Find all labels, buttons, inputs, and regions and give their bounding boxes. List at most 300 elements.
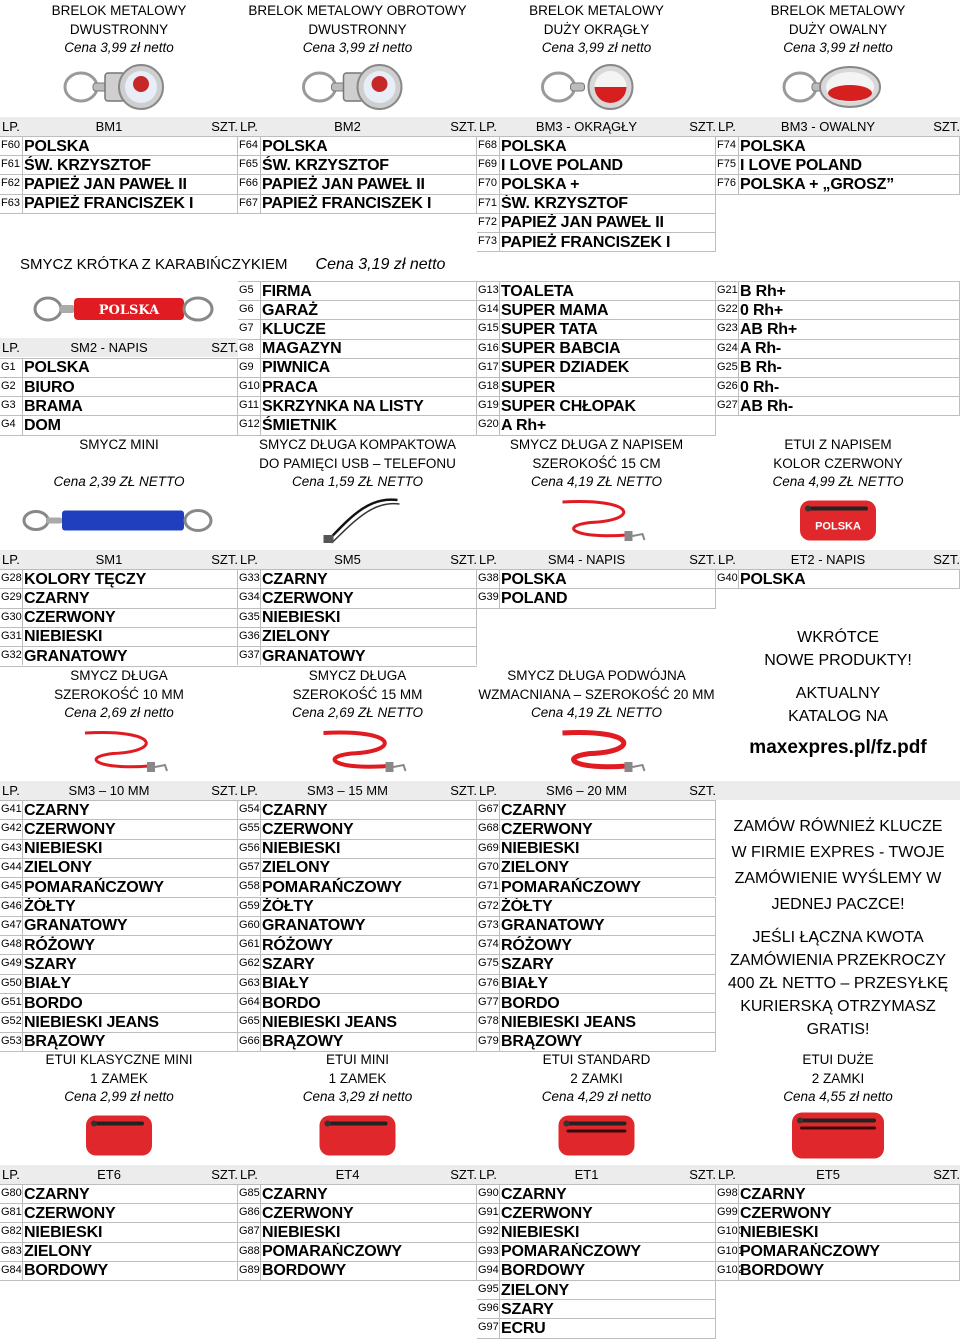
grid-line	[238, 136, 477, 137]
red-pouch-large-icon	[736, 1109, 940, 1162]
grid-line	[238, 608, 477, 609]
header-szt: SZT.	[211, 119, 238, 134]
grid-line	[477, 1280, 716, 1281]
item-code: G69	[478, 841, 499, 854]
item-code: F73	[478, 235, 497, 247]
product-name-line: DWUSTRONNY	[308, 21, 407, 37]
grid-line	[22, 377, 23, 396]
item-code: G42	[1, 822, 22, 835]
item-name: TOALETA	[501, 282, 574, 300]
item-name: BORDO	[501, 994, 560, 1012]
product-name-line	[0, 455, 238, 473]
product-price: Cena 2,69 ZŁ NETTO	[291, 705, 424, 721]
item-name: KOLORY TĘCZY	[24, 570, 147, 588]
grid-line	[499, 588, 500, 607]
item-name: PRACA	[262, 378, 318, 396]
item-code: G51	[1, 996, 22, 1008]
header-lp: LP.	[2, 1167, 20, 1182]
item-name: NIEBIESKI	[24, 840, 103, 858]
grid-line	[22, 819, 23, 838]
grid-line	[260, 1261, 261, 1280]
item-code: G36	[239, 629, 260, 642]
item-name: CZERWONY	[262, 820, 354, 838]
item-name: POMARAŃCZOWY	[501, 878, 641, 896]
header-szt: SZT.	[450, 783, 477, 798]
grid-line	[499, 339, 500, 358]
header-product-code: SM3 – 15 MM	[307, 783, 388, 798]
grid-line	[476, 627, 477, 646]
grid-line	[22, 1012, 23, 1031]
item-code: G24	[717, 341, 738, 354]
item-name: POMARAŃCZOWY	[24, 878, 164, 896]
item-code: G91	[478, 1206, 499, 1219]
grid-line	[476, 646, 477, 665]
product-name-line: BRELOK METALOWY	[529, 3, 664, 18]
grid-line	[477, 319, 716, 320]
grid-line	[260, 358, 261, 377]
header-lp: LP.	[2, 340, 20, 355]
grid-line	[238, 916, 477, 917]
grid-line	[477, 415, 716, 416]
product-title	[0, 2, 238, 58]
product-title	[477, 667, 716, 723]
grid-line	[260, 174, 261, 193]
product-name-line: ETUI DUŻE	[802, 1052, 874, 1067]
item-code: G38	[478, 572, 499, 584]
item-name: PAPIEŻ FRANCISZEK I	[24, 195, 194, 213]
grid-line	[499, 954, 500, 973]
grid-line	[477, 194, 716, 195]
red-pouch-large-icon-graphic	[736, 1109, 940, 1162]
grid-line	[715, 415, 716, 434]
item-name: PAPIEŻ JAN PAWEŁ II	[262, 175, 425, 193]
header-szt: SZT.	[211, 340, 238, 355]
item-name: CZERWONY	[740, 1204, 832, 1222]
header-product-code: SM4 - NAPIS	[547, 552, 626, 567]
item-name: GRANATOWY	[24, 647, 128, 665]
item-code: G66	[239, 1034, 260, 1047]
grid-line	[738, 300, 739, 319]
grid-line	[0, 858, 238, 859]
grid-line	[260, 155, 261, 174]
item-code: G31	[1, 629, 22, 642]
grid-line	[499, 358, 500, 377]
item-code: G60	[239, 918, 260, 931]
notice-line: KATALOG NA	[788, 708, 888, 725]
lanyard-red-20mm-icon-graphic	[497, 725, 696, 778]
grid-line	[499, 1242, 500, 1261]
item-name: CZERWONY	[501, 1204, 593, 1222]
header-product-code: BM3 - OKRĄGŁY	[535, 119, 638, 134]
item-name: POLSKA +	[501, 175, 580, 193]
grid-line	[22, 1032, 23, 1051]
grid-line	[477, 1299, 716, 1300]
grid-line	[0, 1280, 238, 1281]
grid-line	[477, 897, 716, 898]
grid-line	[0, 396, 238, 397]
product-price: Cena 3,99 zł netto	[64, 40, 174, 56]
notice-line: NOWE PRODUKTY!	[764, 652, 912, 669]
grid-line	[715, 1318, 716, 1337]
grid-line	[0, 213, 238, 214]
grid-line	[22, 136, 23, 155]
header-product-code: BM1	[95, 119, 123, 134]
item-code: G98	[717, 1187, 738, 1199]
promo-box	[716, 814, 960, 1044]
grid-line	[238, 877, 477, 878]
item-name: BRAMA	[24, 397, 83, 415]
grid-line	[738, 319, 739, 338]
item-name: NIEBIESKI	[24, 1223, 103, 1241]
item-code: G95	[478, 1283, 499, 1295]
item-name: NIEBIESKI JEANS	[262, 1013, 397, 1031]
grid-line	[0, 800, 238, 801]
item-code: G9	[239, 360, 254, 373]
grid-line	[0, 1203, 238, 1204]
grid-line	[499, 281, 500, 300]
grid-line	[477, 974, 716, 975]
item-name: CZARNY	[501, 1185, 567, 1203]
item-name: NIEBIESKI	[262, 1223, 341, 1241]
grid-line	[477, 819, 716, 820]
grid-line	[738, 136, 739, 155]
item-name: NIEBIESKI JEANS	[24, 1013, 159, 1031]
item-code: G28	[1, 572, 22, 584]
item-name: B Rh-	[740, 359, 782, 377]
grid-line	[238, 1222, 477, 1223]
grid-line	[22, 800, 23, 819]
item-code: G97	[478, 1321, 499, 1334]
grid-line	[716, 569, 960, 570]
item-code: F74	[717, 139, 736, 151]
item-code: G40	[717, 572, 738, 584]
header-lp: LP.	[479, 783, 497, 798]
item-name: CZARNY	[24, 1185, 90, 1203]
grid-line	[0, 993, 238, 994]
product-name-line: SZEROKOŚĆ 15 CM	[532, 455, 661, 471]
grid-line	[477, 1222, 716, 1223]
product-price: Cena 2,69 zł netto	[64, 705, 174, 721]
item-name: B Rh+	[740, 282, 786, 300]
grid-line	[477, 954, 716, 955]
grid-line	[477, 800, 716, 801]
item-name: BIAŁY	[24, 975, 72, 993]
item-code: G65	[239, 1015, 260, 1028]
item-code: G58	[239, 880, 260, 893]
item-code: F60	[1, 139, 20, 151]
catalog-link[interactable]: maxexpres.pl/fz.pdf	[749, 737, 927, 758]
item-code: F69	[478, 158, 497, 171]
header-szt: SZT.	[933, 119, 960, 134]
product-title	[0, 667, 238, 723]
grid-line	[260, 1242, 261, 1261]
compact-lanyard-black-icon	[258, 494, 457, 547]
grid-line	[716, 588, 960, 589]
item-code: F75	[717, 158, 736, 171]
header-product-code: ET5	[816, 1167, 840, 1182]
header-product-code: SM2 - NAPIS	[70, 340, 148, 355]
item-code: G88	[239, 1244, 260, 1257]
grid-line	[238, 1184, 477, 1185]
grid-line	[716, 1222, 960, 1223]
item-name: CZARNY	[740, 1185, 806, 1203]
grid-line	[738, 377, 739, 396]
item-code: G22	[717, 303, 738, 316]
grid-line	[238, 396, 477, 397]
grid-line	[477, 1261, 716, 1262]
item-code: G43	[1, 841, 22, 854]
grid-line	[738, 396, 739, 415]
item-name: CZERWONY	[262, 589, 354, 607]
item-name: BORDOWY	[262, 1262, 346, 1280]
item-name: SUPER DZIADEK	[501, 359, 630, 377]
grid-line	[499, 1203, 500, 1222]
header-lp: LP.	[240, 119, 258, 134]
item-name: POLSKA	[262, 137, 328, 155]
item-name: AB Rh+	[740, 320, 798, 338]
item-code: G6	[239, 303, 254, 316]
header-szt: SZT.	[450, 552, 477, 567]
grid-line	[477, 588, 716, 589]
item-name: NIEBIESKI	[262, 609, 341, 627]
product-name-line: ETUI Z NAPISEM	[784, 437, 892, 452]
pouch-print-text: POLSKA	[815, 520, 861, 533]
header-lp: LP.	[2, 119, 20, 134]
product-price: Cena 2,39 ZŁ NETTO	[53, 473, 185, 489]
red-pouch-mini-icon	[20, 1109, 218, 1162]
grid-line	[260, 608, 261, 627]
promo-line: W FIRMIE EXPRES - TWOJE	[731, 844, 945, 861]
header-szt: SZT.	[211, 552, 238, 567]
grid-line	[738, 1261, 739, 1280]
grid-line	[22, 1222, 23, 1241]
grid-line	[0, 1242, 238, 1243]
grid-line	[716, 396, 960, 397]
item-name: CZARNY	[501, 801, 567, 819]
column-header-row	[0, 550, 960, 569]
product-name-line: SMYCZ DŁUGA Z NAPISEM	[509, 437, 684, 452]
product-name-line: DWUSTRONNY	[69, 21, 169, 37]
item-name: SUPER MAMA	[501, 301, 609, 319]
item-code: G16	[478, 341, 499, 354]
item-code: G62	[239, 957, 260, 970]
item-name: BIAŁY	[501, 975, 549, 993]
item-code: F67	[239, 196, 258, 209]
short-lanyard-banner	[20, 256, 478, 278]
grid-line	[499, 993, 500, 1012]
item-name: PAPIEŻ JAN PAWEŁ II	[501, 214, 664, 232]
grid-line	[0, 1184, 238, 1185]
grid-line	[0, 1222, 238, 1223]
grid-line	[260, 916, 261, 935]
item-code: G99	[717, 1206, 738, 1219]
grid-line	[716, 155, 960, 156]
grid-line	[499, 1012, 500, 1031]
grid-line	[238, 339, 477, 340]
item-name: I LOVE POLAND	[740, 156, 862, 174]
product-name-line: BRELOK METALOWY	[51, 3, 187, 18]
item-code: G11	[239, 399, 259, 412]
grid-line	[499, 1280, 500, 1299]
item-code: F65	[239, 158, 258, 171]
grid-line	[22, 916, 23, 935]
grid-line	[0, 194, 238, 195]
grid-line	[0, 935, 238, 936]
product-name-line: 1 ZAMEK	[328, 1070, 387, 1086]
grid-line	[499, 300, 500, 319]
product-name-line: ETUI STANDARD	[542, 1052, 651, 1067]
item-code: G102	[717, 1263, 744, 1276]
grid-line	[0, 358, 238, 359]
grid-line	[260, 415, 261, 434]
item-name: POMARAŃCZOWY	[740, 1243, 880, 1261]
header-product-code: SM6 – 20 MM	[546, 783, 627, 798]
item-name: GRANATOWY	[24, 917, 128, 935]
grid-line	[476, 608, 477, 627]
item-code: G80	[1, 1187, 22, 1199]
grid-line	[260, 300, 261, 319]
item-code: G50	[1, 976, 22, 989]
lanyard-print-text: POLSKA	[98, 303, 160, 318]
item-code: G71	[478, 880, 499, 893]
grid-line	[716, 194, 960, 195]
item-code: G82	[1, 1225, 22, 1238]
grid-line	[0, 916, 238, 917]
keychain-swivel-icon	[258, 60, 457, 114]
item-name: PAPIEŻ FRANCISZEK I	[501, 233, 671, 251]
product-price: Cena 4,99 ZŁ NETTO	[772, 474, 904, 490]
item-name: POLSKA	[24, 137, 90, 155]
product-name-line: 1 ZAMEK	[90, 1070, 148, 1086]
item-name: SUPER CHŁOPAK	[501, 397, 636, 415]
item-name: NIEBIESKI	[262, 840, 341, 858]
header-lp: LP.	[240, 1167, 258, 1182]
item-code: G5	[239, 284, 254, 296]
grid-line	[477, 377, 716, 378]
column-header-row	[0, 338, 238, 357]
header-szt: SZT.	[450, 1167, 477, 1182]
item-name: SUPER	[501, 378, 556, 396]
keychain-oval-icon-graphic	[736, 60, 940, 114]
promo-gap	[716, 918, 960, 926]
product-name-line: SMYCZ DŁUGA	[308, 668, 407, 683]
grid-line	[238, 1261, 477, 1262]
grid-line	[738, 358, 739, 377]
item-name: POLSKA	[24, 359, 90, 377]
item-code: G21	[717, 284, 738, 296]
item-code: G47	[1, 918, 22, 931]
grid-line	[477, 608, 716, 609]
grid-line	[477, 174, 716, 175]
item-code: G44	[1, 860, 22, 873]
item-code: G2	[1, 380, 16, 392]
item-code: G94	[478, 1263, 499, 1276]
item-name: ZIELONY	[262, 859, 330, 877]
item-name: ECRU	[501, 1319, 546, 1337]
product-name-line: SMYCZ DŁUGA PODWÓJNA	[507, 668, 686, 683]
item-name: SZARY	[24, 955, 77, 973]
item-name: POLSKA	[740, 570, 806, 588]
grid-line	[716, 1203, 960, 1204]
item-name: FIRMA	[262, 282, 312, 300]
item-code: G64	[239, 996, 260, 1008]
grid-line	[499, 974, 500, 993]
item-code: G46	[1, 899, 22, 912]
item-name: ZIELONY	[501, 1281, 569, 1299]
item-name: ŻÓŁTY	[24, 898, 76, 915]
grid-line	[0, 588, 238, 589]
header-product-code: SM5	[334, 552, 361, 567]
product-title	[238, 1051, 477, 1107]
item-code: G78	[478, 1015, 499, 1028]
header-product-code: SM1	[95, 552, 123, 567]
grid-line	[499, 935, 500, 954]
item-name: POMARAŃCZOWY	[262, 1243, 402, 1261]
header-lp: LP.	[718, 1167, 736, 1182]
header-szt: SZT.	[933, 552, 960, 567]
promo-line: KURIERSKĄ OTRZYMASZ	[740, 998, 936, 1015]
grid-line	[238, 974, 477, 975]
grid-line	[716, 415, 960, 416]
item-code: F66	[239, 177, 258, 190]
item-name: CZERWONY	[501, 820, 593, 838]
item-code: G76	[478, 976, 499, 989]
lanyard-red-15mm-icon-graphic	[258, 725, 457, 778]
item-code: G35	[239, 610, 260, 623]
grid-line	[0, 608, 238, 609]
item-name: ŚW. KRZYSZTOF	[501, 195, 628, 213]
grid-line	[0, 627, 238, 628]
grid-line	[238, 839, 477, 840]
notice-line: WKRÓTCE	[797, 629, 879, 646]
item-name: CZARNY	[24, 589, 90, 607]
short-lanyard-title: SMYCZ KRÓTKA Z KARABIŃCZYKIEM	[20, 256, 288, 273]
item-name: NIEBIESKI JEANS	[501, 1013, 636, 1031]
grid-line	[0, 646, 238, 647]
product-name-line: SZEROKOŚĆ 10 MM	[54, 686, 184, 702]
item-code: G92	[478, 1225, 499, 1238]
item-code: G85	[239, 1187, 260, 1199]
item-code: G59	[239, 899, 260, 912]
grid-line	[238, 300, 477, 301]
item-code: G4	[1, 418, 16, 431]
item-code: G89	[239, 1263, 260, 1276]
red-pouch-standard-icon	[497, 1109, 696, 1162]
grid-line	[715, 588, 716, 607]
grid-line	[260, 396, 261, 415]
grid-line	[22, 897, 23, 916]
grid-line	[22, 415, 23, 434]
item-name: ZIELONY	[262, 628, 330, 646]
item-name: SZARY	[262, 955, 315, 973]
product-name-line: ETUI MINI	[326, 1052, 389, 1067]
grid-line	[22, 646, 23, 665]
grid-line	[477, 1012, 716, 1013]
item-code: G15	[478, 322, 499, 335]
grid-line	[238, 415, 477, 416]
item-code: F72	[478, 215, 497, 228]
header-product-code: ET2 - NAPIS	[790, 552, 866, 567]
keychain-metal-icon-graphic	[20, 60, 218, 114]
grid-line	[0, 174, 238, 175]
grid-line	[260, 588, 261, 607]
item-code: G90	[478, 1187, 499, 1199]
lanyard-red-10mm-icon-graphic	[20, 725, 218, 778]
grid-line	[738, 339, 739, 358]
item-name: SKRZYNKA NA LISTY	[262, 397, 424, 415]
grid-line	[477, 1032, 716, 1033]
item-name: BORDOWY	[740, 1262, 824, 1280]
